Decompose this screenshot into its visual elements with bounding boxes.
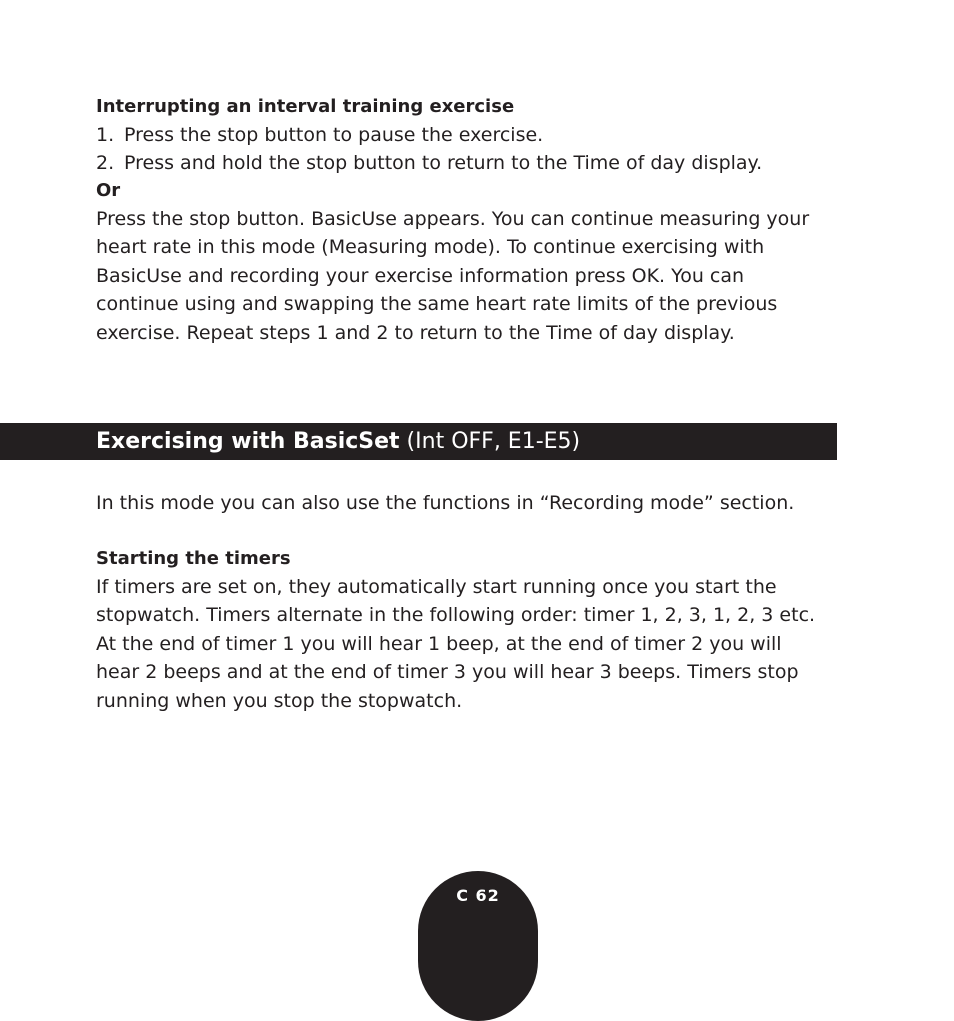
- timers-heading: Starting the timers: [96, 548, 291, 569]
- section-title: [96, 423, 580, 460]
- section-title-bar: [0, 423, 837, 460]
- interrupt-heading: Interrupting an interval training exercise: [96, 96, 515, 117]
- timers-paragraph: [96, 573, 841, 715]
- section-title-bold: Exercising with BasicSet: [96, 429, 400, 454]
- page-number-tab: [418, 871, 538, 1021]
- paragraph-line: BasicUse and recording your exercise information press OK. You can: [96, 264, 745, 287]
- step-text: Press and hold the stop button to return to the Time of day display.: [124, 152, 763, 174]
- paragraph-line: stopwatch. Timers alternate in the following order: timer 1, 2, 3, 1, 2, 3 etc.: [96, 604, 816, 627]
- interrupt-paragraph: [96, 205, 856, 347]
- paragraph-line: heart rate in this mode (Measuring mode). To continue exercising with: [96, 236, 765, 259]
- step-number: 2.: [96, 152, 115, 174]
- paragraph-line: If timers are set on, they automatically start running once you start the: [96, 576, 777, 598]
- step-item: [96, 121, 856, 149]
- paragraph-line: hear 2 beeps and at the end of timer 3 you will hear 3 beeps. Timers stop: [96, 661, 799, 684]
- paragraph-line: Press the stop button. BasicUse appears. You can continue measuring your: [96, 208, 810, 230]
- section-title-rest: (Int OFF, E1-E5): [399, 429, 581, 454]
- timers-section: [96, 545, 841, 715]
- intro-text: In this mode you can also use the functions in “Recording mode” section.: [96, 492, 795, 514]
- interrupt-section: [96, 93, 856, 347]
- step-item: [96, 149, 856, 177]
- paragraph-line: exercise. Repeat steps 1 and 2 to return to the Time of day display.: [96, 321, 735, 344]
- paragraph-line: continue using and swapping the same heart rate limits of the previous: [96, 293, 778, 316]
- step-number: 1.: [96, 124, 115, 146]
- page-number: C 62: [456, 886, 500, 905]
- step-text: Press the stop button to pause the exercise.: [124, 124, 544, 146]
- paragraph-line: running when you stop the stopwatch.: [96, 689, 463, 712]
- paragraph-line: At the end of timer 1 you will hear 1 beep, at the end of timer 2 you will: [96, 632, 782, 655]
- or-label: Or: [96, 180, 121, 201]
